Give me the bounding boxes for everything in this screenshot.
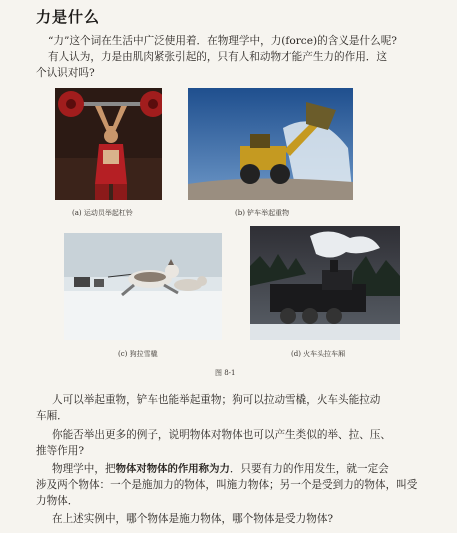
photo-dog-sled: [64, 233, 222, 340]
body-p3-line-1: [52, 461, 424, 477]
body-p3-line-1-pre: 物理学中，把: [52, 463, 116, 475]
force-definition: 物体对物体的作用称为力: [115, 463, 230, 475]
body-p2-line-2: 推等作用?: [36, 445, 85, 457]
body-p1-line-1: 人可以举起重物，铲车也能举起重物；狗可以拉动雪橇，火车头能拉动: [52, 394, 381, 406]
caption-b: (b) 铲车举起重物: [235, 209, 290, 217]
caption-a: (a) 运动员举起杠铃: [72, 209, 133, 217]
page-title: 力是什么: [36, 8, 101, 26]
body-p3-line-2: 涉及两个物体：一个是施加力的物体，叫施力物体；另一个是受到力的物体，叫受: [36, 479, 418, 491]
caption-d: (d) 火车头拉车厢: [291, 350, 346, 358]
body-p4-line-1: 在上述实例中，哪个物体是施力物体，哪个物体是受力物体?: [52, 513, 334, 525]
body-p3-line-3: 力物体．: [36, 495, 79, 507]
body-p3-line-1-post: ．只要有力的作用发生，就一定会: [229, 463, 389, 475]
body-p2-line-1: 你能否举出更多的例子，说明物体对物体也可以产生类似的举、拉、压、: [52, 429, 391, 441]
figure-label: 图 8-1: [215, 369, 236, 377]
intro-line-1: “力”这个词在生活中广泛使用着．在物理学中，力(force)的含义是什么呢?: [48, 35, 397, 47]
caption-c: (c) 狗拉雪橇: [118, 350, 158, 358]
photo-loader: [188, 88, 353, 200]
intro-line-2: 有人认为，力是由肌肉紧张引起的，只有人和动物才能产生力的作用．这: [48, 51, 387, 63]
intro-line-3: 个认识对吗?: [36, 67, 95, 79]
photo-train: [250, 226, 400, 340]
body-p1-line-2: 车厢．: [36, 410, 68, 422]
photo-weightlifter: [55, 88, 162, 200]
